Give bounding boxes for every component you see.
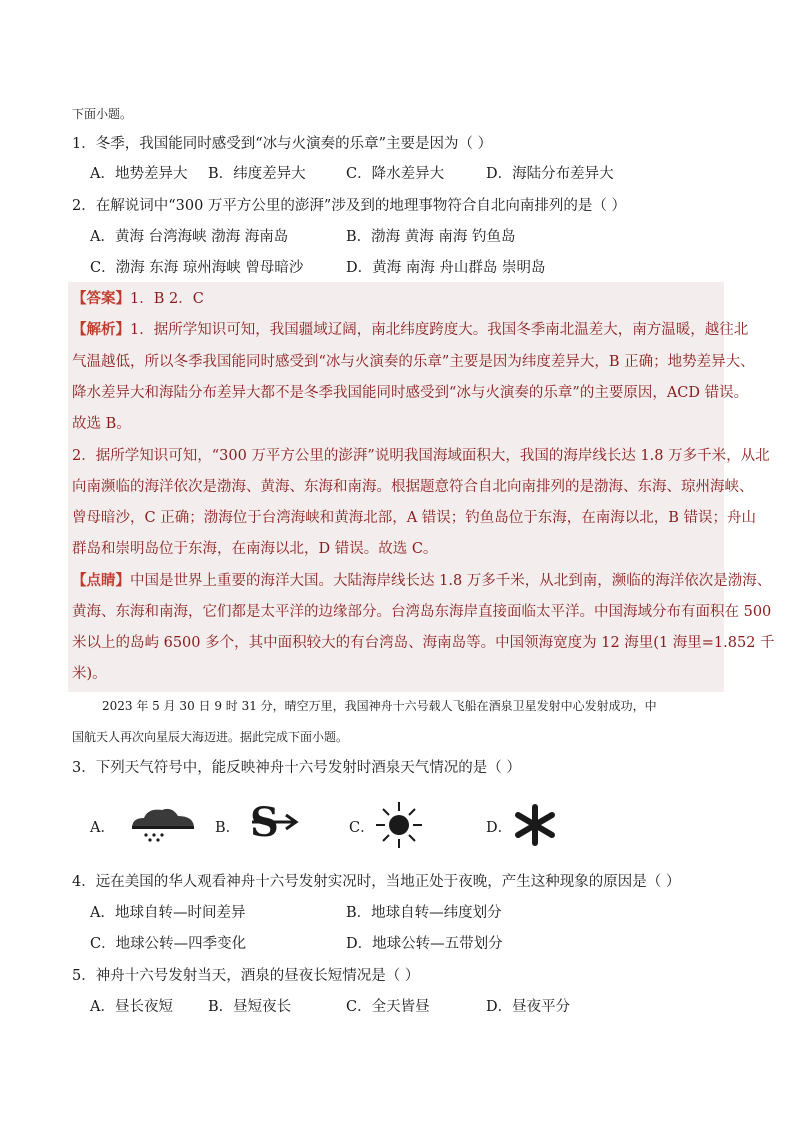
q2-option-c[interactable]: C．渤海 东海 琼州海峡 曾母暗沙 <box>90 260 304 276</box>
q5-option-d[interactable]: D．昼夜平分 <box>486 999 571 1015</box>
q4-option-d[interactable]: D．地球公转—五带划分 <box>346 936 503 952</box>
q4-option-b[interactable]: B．地球自转—纬度划分 <box>346 905 502 921</box>
point-line-3: 米以上的岛屿 6500 多个，其中面积较大的有台湾岛、海南岛等。中国领海宽度为 12 海里(1 海里=1.852 千 <box>72 635 775 651</box>
q2-option-a[interactable]: A．黄海 台湾海峡 渤海 海南岛 <box>90 229 289 245</box>
snow-icon <box>512 804 558 846</box>
point-line-2: 黄海、东海和南海，它们都是太平洋的边缘部分。台湾岛东海岸直接面临太平洋。中国海域分布有面积在 500 <box>72 604 772 620</box>
q3-option-c[interactable]: C． <box>349 820 375 836</box>
q3-option-a[interactable]: A． <box>90 820 115 836</box>
answer-tag: 【答案】 <box>72 290 130 307</box>
sandstorm-icon <box>246 800 302 844</box>
q4-option-a[interactable]: A．地球自转—时间差异 <box>90 905 246 921</box>
q1-option-d[interactable]: D．海陆分布差异大 <box>486 166 614 182</box>
intro-text: 下面小题。 <box>72 107 133 121</box>
analysis-line-7: 曾母暗沙，C 正确；渤海位于台湾海峡和黄海北部，A 错误；钓鱼岛位于东海，在南海以北，B 错误；舟山 <box>72 510 757 526</box>
answer-text: 1．B 2．C <box>130 291 204 307</box>
point-tag: 【点睛】 <box>72 572 130 589</box>
q2-option-b[interactable]: B．渤海 黄海 南海 钓鱼岛 <box>346 229 516 245</box>
q5-option-b[interactable]: B．昼短夜长 <box>208 999 292 1015</box>
analysis-tag: 【解析】 <box>72 321 130 338</box>
question-2-stem: 2．在解说词中“300 万平方公里的澎湃”涉及到的地理事物符合自北向南排列的是（ ） <box>72 198 626 214</box>
q1-option-c[interactable]: C．降水差异大 <box>346 166 445 182</box>
analysis-line-6: 向南濒临的海洋依次是渤海、黄海、东海和南海。根据题意符合自北向南排列的是渤海、东海、琼州海峡、 <box>72 479 754 495</box>
rain-cloud-icon <box>128 804 200 844</box>
point-line-1: 【点睛】中国是世界上重要的海洋大国。大陆海岸线长达 1.8 万多千米，从北到南，濒临的海洋依次是渤海、 <box>72 572 772 589</box>
analysis-line-5: 2．据所学知识可知，“300 万平方公里的澎湃”说明我国海域面积大，我国的海岸线长达 1.8 万多千米，从北 <box>72 448 770 464</box>
analysis-line-4: 故选 B。 <box>72 416 131 432</box>
q5-option-a[interactable]: A．昼长夜短 <box>90 999 173 1015</box>
q4-option-c[interactable]: C．地球公转—四季变化 <box>90 936 247 952</box>
question-3-stem: 3．下列天气符号中，能反映神舟十六号发射时酒泉天气情况的是（ ） <box>72 760 521 776</box>
q5-option-c[interactable]: C．全天皆昼 <box>346 999 430 1015</box>
analysis-line-8: 群岛和崇明岛位于东海，在南海以北，D 错误。故选 C。 <box>72 541 438 557</box>
intro-2-line-1: 2023 年 5 月 30 日 9 时 31 分，晴空万里，我国神舟十六号载人飞船在酒泉卫星发射中心发射成功，中 <box>102 699 657 713</box>
q1-option-a[interactable]: A．地势差异大 <box>90 166 188 182</box>
question-1-stem: 1．冬季，我国能同时感受到“冰与火演奏的乐章”主要是因为（ ） <box>72 136 493 152</box>
point-line-4: 米)。 <box>72 666 107 682</box>
svg-text:S: S <box>250 800 279 844</box>
analysis-line-1: 【解析】1．据所学知识可知，我国疆域辽阔，南北纬度跨度大。我国冬季南北温差大，南方温暖，越往北 <box>72 321 749 338</box>
question-5-stem: 5．神舟十六号发射当天，酒泉的昼夜长短情况是（ ） <box>72 968 420 984</box>
answer-line <box>72 289 204 309</box>
q2-option-d[interactable]: D．黄海 南海 舟山群岛 崇明岛 <box>346 260 546 276</box>
analysis-line-3: 降水差异大和海陆分布差异大都不是冬季我国能同时感受到“冰与火演奏的乐章”的主要原因，ACD 错误。 <box>72 385 749 401</box>
sunny-icon <box>374 800 424 850</box>
analysis-line-2: 气温越低，所以冬季我国能同时感受到“冰与火演奏的乐章”主要是因为纬度差异大，B 正确；地势差异大、 <box>72 354 755 370</box>
question-4-stem: 4．远在美国的华人观看神舟十六号发射实况时，当地正处于夜晚，产生这种现象的原因是（ ） <box>72 874 681 890</box>
q1-option-b[interactable]: B．纬度差异大 <box>208 166 306 182</box>
intro-2-line-2: 国航天人再次向星辰大海迈进。据此完成下面小题。 <box>72 730 349 744</box>
q3-option-b[interactable]: B． <box>215 820 241 836</box>
q3-option-d[interactable]: D． <box>486 820 513 836</box>
